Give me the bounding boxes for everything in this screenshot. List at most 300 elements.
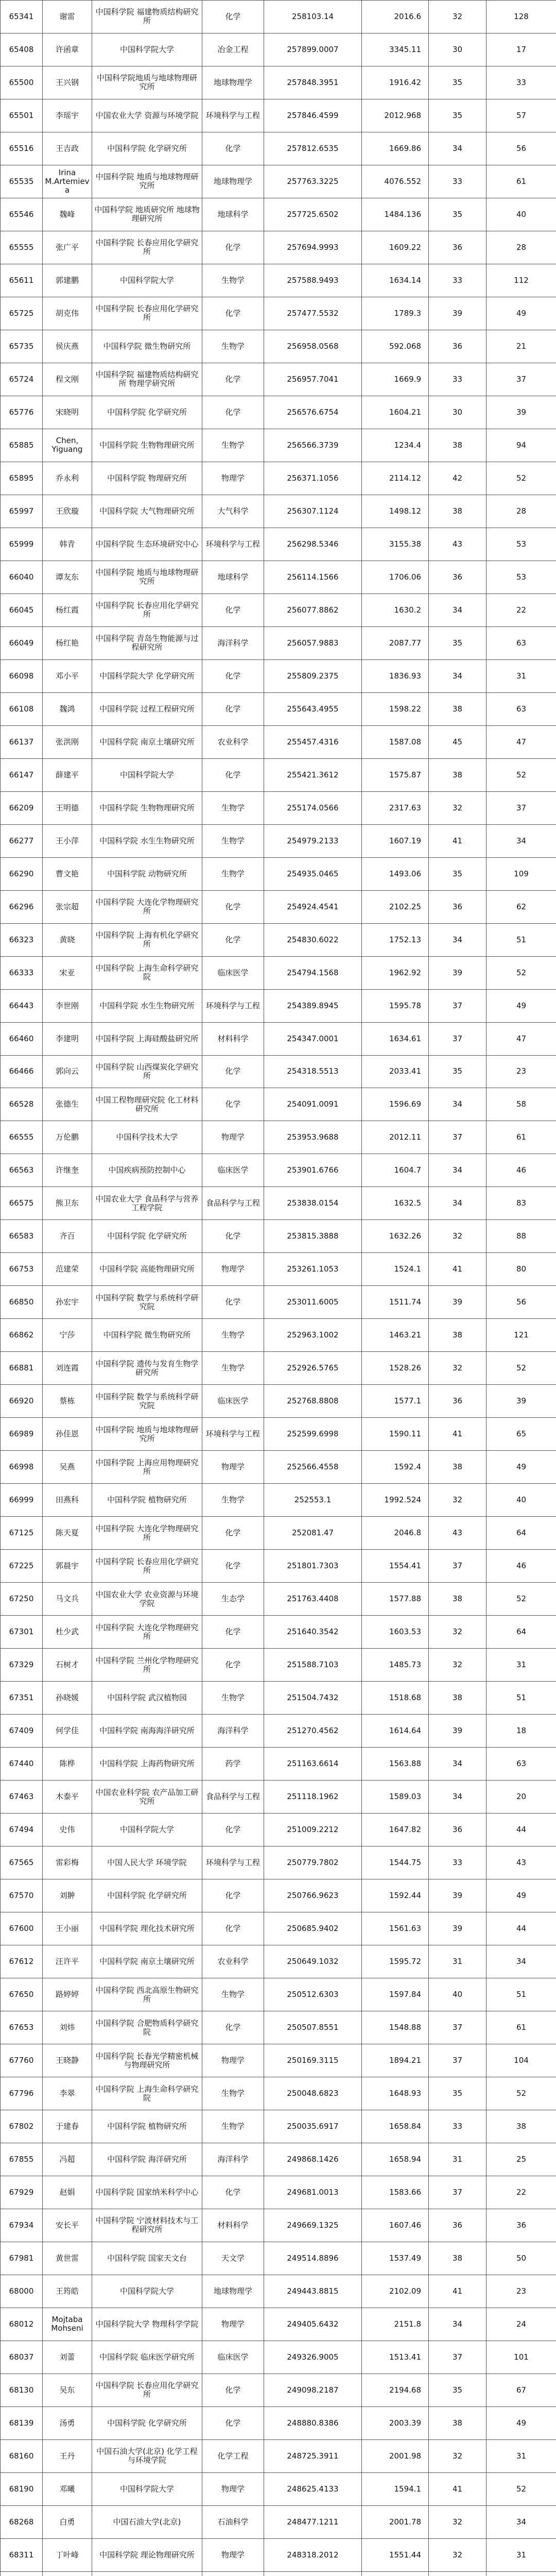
- score-cell: 249681.0013: [264, 2176, 362, 2209]
- age-cell: 38: [429, 1319, 486, 1352]
- score-cell: [264, 2571, 362, 2576]
- rank-change-cell: 33: [486, 66, 556, 99]
- institution-cell: 中国科学院 遗传与发育生物学研究所: [92, 1352, 202, 1385]
- institution-cell: 中国科学院 南海海洋研究所: [92, 1715, 202, 1748]
- institution-cell: 中国科学院 理化技术研究所: [92, 1912, 202, 1945]
- field-cell: 生物学: [202, 1319, 264, 1352]
- institution-cell: 中国科学院 地质与地球物理研究所: [92, 1418, 202, 1451]
- field-cell: 化学: [202, 2406, 264, 2439]
- h-index-cell: 1669.9: [362, 363, 429, 396]
- institution-cell: 中国石油大学(北京): [92, 2505, 202, 2538]
- name-cell: 宋亚: [43, 956, 92, 989]
- h-index-cell: 1511.74: [362, 1286, 429, 1319]
- age-cell: 41: [429, 1418, 486, 1451]
- age-cell: 37: [429, 2011, 486, 2044]
- age-cell: 34: [429, 923, 486, 956]
- score-cell: 257763.3225: [264, 165, 362, 198]
- h-index-cell: 1647.82: [362, 1814, 429, 1846]
- institution-cell: 中国科学院大学 化学研究所: [92, 659, 202, 692]
- institution-cell: 中国科学院 长春应用化学研究所: [92, 1550, 202, 1583]
- rank-change-cell: 38: [486, 2110, 556, 2143]
- rank-change-cell: 31: [486, 2439, 556, 2472]
- table-row: [1, 1682, 556, 1715]
- institution-cell: 中国科学院 化学研究所: [92, 132, 202, 165]
- rank-change-cell: 46: [486, 1550, 556, 1583]
- h-index-cell: 1577.1: [362, 1385, 429, 1418]
- institution-cell: 中国科学院 上海有机化学研究所: [92, 923, 202, 956]
- rank-change-cell: 18: [486, 1715, 556, 1748]
- age-cell: 36: [429, 330, 486, 363]
- score-cell: 253815.3888: [264, 1220, 362, 1253]
- institution-cell: 中国科学院 地质与地球物理研究所: [92, 165, 202, 198]
- table-row: [1, 1517, 556, 1550]
- rank-change-cell: 61: [486, 2011, 556, 2044]
- table-row: [1, 1319, 556, 1352]
- name-cell: 薛建平: [43, 758, 92, 791]
- name-cell: 马文兵: [43, 1583, 92, 1616]
- rank-change-cell: 64: [486, 1517, 556, 1550]
- rank-cell: 66108: [1, 692, 43, 725]
- field-cell: 临床医学: [202, 1154, 264, 1187]
- rank-change-cell: 37: [486, 791, 556, 824]
- field-cell: 物理学: [202, 1253, 264, 1286]
- institution-cell: 中国科学院 海洋研究所: [92, 2143, 202, 2176]
- institution-cell: 中国科学院 西北高原生物研究所: [92, 1978, 202, 2011]
- age-cell: 30: [429, 396, 486, 429]
- age-cell: 37: [429, 2176, 486, 2209]
- institution-cell: 中国科学院 动物研究所: [92, 857, 202, 890]
- score-cell: 256566.3739: [264, 429, 362, 462]
- name-cell: 何学佳: [43, 1715, 92, 1748]
- institution-cell: 中国科学院 上海硅酸盐研究所: [92, 1022, 202, 1055]
- rank-change-cell: 51: [486, 923, 556, 956]
- rank-change-cell: 56: [486, 1286, 556, 1319]
- table-row: [1, 1385, 556, 1418]
- h-index-cell: 1634.61: [362, 1022, 429, 1055]
- rank-cell: 67653: [1, 2011, 43, 2044]
- h-index-cell: 1524.1: [362, 1253, 429, 1286]
- table-row: [1, 495, 556, 528]
- institution-cell: 中国科学院 国家天文台: [92, 2242, 202, 2275]
- age-cell: 36: [429, 1814, 486, 1846]
- score-cell: 251504.7432: [264, 1682, 362, 1715]
- score-cell: 255457.4316: [264, 725, 362, 758]
- h-index-cell: 1544.75: [362, 1846, 429, 1879]
- h-index-cell: 1597.84: [362, 1978, 429, 2011]
- institution-cell: 中国科学院 水生生物研究所: [92, 824, 202, 857]
- name-cell: 陈桦: [43, 1748, 92, 1781]
- rank-change-cell: [486, 2571, 556, 2576]
- institution-cell: 中国科学院 高能物理研究所: [92, 1253, 202, 1286]
- age-cell: 31: [429, 2143, 486, 2176]
- score-cell: 256957.7041: [264, 363, 362, 396]
- age-cell: 35: [429, 66, 486, 99]
- age-cell: [429, 2571, 486, 2576]
- rank-cell: 66323: [1, 923, 43, 956]
- score-cell: 251270.4562: [264, 1715, 362, 1748]
- age-cell: 41: [429, 2275, 486, 2308]
- institution-cell: 中国科学院 国家纳米科学中心: [92, 2176, 202, 2209]
- age-cell: 41: [429, 2472, 486, 2505]
- score-cell: 255643.4955: [264, 692, 362, 725]
- rank-cell: 65735: [1, 330, 43, 363]
- age-cell: 39: [429, 956, 486, 989]
- rank-cell: 66528: [1, 1088, 43, 1121]
- name-cell: 郭晨宇: [43, 1550, 92, 1583]
- rank-cell: 65885: [1, 429, 43, 462]
- rank-cell: 67855: [1, 2143, 43, 2176]
- age-cell: 38: [429, 1583, 486, 1616]
- name-cell: 邓曦: [43, 2472, 92, 2505]
- age-cell: 33: [429, 165, 486, 198]
- age-cell: 38: [429, 2242, 486, 2275]
- age-cell: 37: [429, 1550, 486, 1583]
- rank-cell: 67600: [1, 1912, 43, 1945]
- rank-cell: 67440: [1, 1748, 43, 1781]
- name-cell: 安长平: [43, 2209, 92, 2242]
- name-cell: 王丹: [43, 2439, 92, 2472]
- score-cell: 252926.5765: [264, 1352, 362, 1385]
- h-index-cell: 1537.49: [362, 2242, 429, 2275]
- score-cell: 248625.4133: [264, 2472, 362, 2505]
- field-cell: 化学: [202, 2011, 264, 2044]
- institution-cell: 中国科学院 化学研究所: [92, 1879, 202, 1912]
- score-cell: 251588.7103: [264, 1649, 362, 1682]
- h-index-cell: 1592.44: [362, 1879, 429, 1912]
- rank-change-cell: 23: [486, 1055, 556, 1088]
- rank-change-cell: 52: [486, 1583, 556, 1616]
- field-cell: 临床医学: [202, 956, 264, 989]
- table-row: [1, 330, 556, 363]
- field-cell: 生物学: [202, 2110, 264, 2143]
- score-cell: 252566.4558: [264, 1451, 362, 1484]
- institution-cell: 中国科学院 数学与系统科学研究院: [92, 1385, 202, 1418]
- age-cell: 39: [429, 1286, 486, 1319]
- score-cell: 253838.0154: [264, 1187, 362, 1220]
- rank-cell: 65341: [1, 1, 43, 33]
- rank-change-cell: 50: [486, 2242, 556, 2275]
- age-cell: 38: [429, 495, 486, 528]
- field-cell: 地球科学: [202, 198, 264, 231]
- field-cell: 生物学: [202, 429, 264, 462]
- field-cell: 物理学: [202, 1451, 264, 1484]
- field-cell: 环境科学与工程: [202, 1418, 264, 1451]
- institution-cell: 中国科学院 上海药物研究所: [92, 1748, 202, 1781]
- rank-change-cell: 49: [486, 1879, 556, 1912]
- field-cell: 物理学: [202, 2308, 264, 2341]
- rank-cell: 67612: [1, 1945, 43, 1978]
- table-row: [1, 923, 556, 956]
- field-cell: 环境科学与工程: [202, 528, 264, 561]
- institution-cell: 中国科学院 南京土壤研究所: [92, 725, 202, 758]
- score-cell: 256576.6754: [264, 396, 362, 429]
- age-cell: 32: [429, 1220, 486, 1253]
- score-cell: 256958.0568: [264, 330, 362, 363]
- institution-cell: 中国科学院 地质研究所 地球物理研究所: [92, 198, 202, 231]
- table-row: [1, 297, 556, 330]
- h-index-cell: 1598.22: [362, 692, 429, 725]
- institution-cell: 中国疾病预防控制中心: [92, 1154, 202, 1187]
- rank-change-cell: 37: [486, 363, 556, 396]
- h-index-cell: 1609.22: [362, 231, 429, 264]
- institution-cell: 中国科学院 化学研究所: [92, 2406, 202, 2439]
- rank-cell: 66137: [1, 725, 43, 758]
- table-row: [1, 198, 556, 231]
- rank-cell: 66290: [1, 857, 43, 890]
- field-cell: 大气科学: [202, 495, 264, 528]
- name-cell: 侯庆燕: [43, 330, 92, 363]
- name-cell: 李世刚: [43, 989, 92, 1022]
- table-row: [1, 1814, 556, 1846]
- name-cell: 张广平: [43, 231, 92, 264]
- rank-change-cell: 94: [486, 429, 556, 462]
- institution-cell: 中国科学院 理论物理研究所: [92, 2538, 202, 2571]
- table-row: [1, 1748, 556, 1781]
- age-cell: 32: [429, 2538, 486, 2571]
- rank-change-cell: 51: [486, 1682, 556, 1715]
- score-cell: 251009.2212: [264, 1814, 362, 1846]
- rank-change-cell: 40: [486, 1484, 556, 1517]
- score-cell: 257725.6502: [264, 198, 362, 231]
- rank-cell: 67802: [1, 2110, 43, 2143]
- field-cell: 药学: [202, 1748, 264, 1781]
- score-cell: 254830.6022: [264, 923, 362, 956]
- rank-change-cell: 61: [486, 1121, 556, 1154]
- name-cell: 王吉政: [43, 132, 92, 165]
- field-cell: 化学: [202, 396, 264, 429]
- rank-cell: 67650: [1, 1978, 43, 2011]
- rank-cell: 66333: [1, 956, 43, 989]
- rank-change-cell: 52: [486, 758, 556, 791]
- age-cell: 39: [429, 297, 486, 330]
- age-cell: 35: [429, 198, 486, 231]
- age-cell: 34: [429, 2308, 486, 2341]
- name-cell: 郭建鹏: [43, 264, 92, 297]
- name-cell: 丁叶峰: [43, 2538, 92, 2571]
- table-row: [1, 33, 556, 66]
- field-cell: 化学: [202, 1550, 264, 1583]
- rank-change-cell: 63: [486, 692, 556, 725]
- institution-cell: 中国科学院 水生生物研究所: [92, 989, 202, 1022]
- h-index-cell: 1634.14: [362, 264, 429, 297]
- age-cell: 36: [429, 1385, 486, 1418]
- rank-change-cell: 128: [486, 1, 556, 33]
- rank-change-cell: 52: [486, 956, 556, 989]
- name-cell: 吴燕: [43, 1451, 92, 1484]
- h-index-cell: 2003.39: [362, 2406, 429, 2439]
- field-cell: 生物学: [202, 824, 264, 857]
- h-index-cell: 1604.7: [362, 1154, 429, 1187]
- table-row: [1, 429, 556, 462]
- rank-cell: 67929: [1, 2176, 43, 2209]
- rank-cell: 67225: [1, 1550, 43, 1583]
- table-row: [1, 1879, 556, 1912]
- age-cell: 34: [429, 1748, 486, 1781]
- rank-cell: 66881: [1, 1352, 43, 1385]
- rank-cell: 67463: [1, 1781, 43, 1814]
- table-row: [1, 1418, 556, 1451]
- age-cell: 38: [429, 692, 486, 725]
- name-cell: Mojtaba Mohseni: [43, 2308, 92, 2341]
- institution-cell: 中国农业大学 农业资源与环境学院: [92, 1583, 202, 1616]
- name-cell: 陈天夏: [43, 1517, 92, 1550]
- institution-cell: 中国农业大学 食品科学与营养工程学院: [92, 1187, 202, 1220]
- table-row: [1, 1253, 556, 1286]
- field-cell: 生物学: [202, 1682, 264, 1715]
- table-row: [1, 824, 556, 857]
- rank-cell: [1, 2571, 43, 2576]
- table-row: [1, 2044, 556, 2077]
- table-row: [1, 2308, 556, 2341]
- name-cell: 王欣璇: [43, 495, 92, 528]
- h-index-cell: 1498.12: [362, 495, 429, 528]
- institution-cell: 中国科学院 上海生命科学研究院: [92, 956, 202, 989]
- rank-cell: 66555: [1, 1121, 43, 1154]
- h-index-cell: 2012.968: [362, 99, 429, 132]
- table-row: [1, 1484, 556, 1517]
- score-cell: 250512.6303: [264, 1978, 362, 2011]
- rank-cell: 66443: [1, 989, 43, 1022]
- h-index-cell: 1630.2: [362, 594, 429, 626]
- h-index-cell: 1587.08: [362, 725, 429, 758]
- age-cell: 34: [429, 659, 486, 692]
- score-cell: 252081.47: [264, 1517, 362, 1550]
- score-cell: 249868.1426: [264, 2143, 362, 2176]
- age-cell: 33: [429, 2110, 486, 2143]
- age-cell: 41: [429, 824, 486, 857]
- table-row: [1, 2077, 556, 2110]
- h-index-cell: 1548.88: [362, 2011, 429, 2044]
- name-cell: 郭向云: [43, 1055, 92, 1088]
- score-cell: 248318.2012: [264, 2538, 362, 2571]
- field-cell: 化学: [202, 890, 264, 923]
- h-index-cell: 1561.63: [362, 1912, 429, 1945]
- rank-change-cell: 44: [486, 1814, 556, 1846]
- institution-cell: 中国石油大学(北京) 化学工程与环境学院: [92, 2439, 202, 2472]
- table-row: [1, 2472, 556, 2505]
- table-row: [1, 396, 556, 429]
- institution-cell: 中国科学院 植物研究所: [92, 2110, 202, 2143]
- field-cell: 化学: [202, 1649, 264, 1682]
- field-cell: 化学: [202, 659, 264, 692]
- field-cell: 化学: [202, 1088, 264, 1121]
- age-cell: 32: [429, 1484, 486, 1517]
- score-cell: 254935.0465: [264, 857, 362, 890]
- rank-cell: 68268: [1, 2505, 43, 2538]
- rank-cell: 66296: [1, 890, 43, 923]
- field-cell: 食品科学与工程: [202, 1781, 264, 1814]
- score-cell: 254794.1568: [264, 956, 362, 989]
- institution-cell: 中国科学院 过程工程研究所: [92, 692, 202, 725]
- table-row: [1, 1451, 556, 1484]
- score-cell: 250169.3115: [264, 2044, 362, 2077]
- institution-cell: 中国科学院 临床医学研究所: [92, 2341, 202, 2374]
- age-cell: 32: [429, 1352, 486, 1385]
- rank-change-cell: 67: [486, 2374, 556, 2406]
- h-index-cell: 2012.11: [362, 1121, 429, 1154]
- name-cell: 白勇: [43, 2505, 92, 2538]
- h-index-cell: 1669.86: [362, 132, 429, 165]
- rank-change-cell: 49: [486, 989, 556, 1022]
- age-cell: 41: [429, 1253, 486, 1286]
- score-cell: 250649.1032: [264, 1945, 362, 1978]
- rank-cell: 66998: [1, 1451, 43, 1484]
- h-index-cell: 2046.8: [362, 1517, 429, 1550]
- table-row: [1, 1286, 556, 1319]
- rank-cell: 67570: [1, 1879, 43, 1912]
- name-cell: 石树才: [43, 1649, 92, 1682]
- rank-cell: 68012: [1, 2308, 43, 2341]
- name-cell: 杜少武: [43, 1616, 92, 1649]
- rank-cell: 67760: [1, 2044, 43, 2077]
- h-index-cell: 1992.524: [362, 1484, 429, 1517]
- institution-cell: 中国科学院 植物研究所: [92, 1484, 202, 1517]
- table-row: [1, 2505, 556, 2538]
- h-index-cell: 1563.88: [362, 1748, 429, 1781]
- age-cell: 32: [429, 2439, 486, 2472]
- table-row: [1, 890, 556, 923]
- name-cell: 杨红艳: [43, 626, 92, 659]
- rank-change-cell: 25: [486, 2143, 556, 2176]
- table-row: [1, 1088, 556, 1121]
- field-cell: 物理学: [202, 462, 264, 495]
- name-cell: 范建荣: [43, 1253, 92, 1286]
- h-index-cell: [362, 2571, 429, 2576]
- table-row: [1, 659, 556, 692]
- age-cell: 32: [429, 1649, 486, 1682]
- name-cell: 魏峰: [43, 198, 92, 231]
- rank-cell: 66098: [1, 659, 43, 692]
- rank-cell: 66209: [1, 791, 43, 824]
- institution-cell: 中国科学院 山西煤炭化学研究所: [92, 1055, 202, 1088]
- name-cell: 齐百: [43, 1220, 92, 1253]
- field-cell: 材料科学: [202, 2209, 264, 2242]
- name-cell: 谢雷: [43, 1, 92, 33]
- table-row: [1, 2242, 556, 2275]
- score-cell: 253953.9688: [264, 1121, 362, 1154]
- age-cell: 37: [429, 1022, 486, 1055]
- table-row: [1, 1649, 556, 1682]
- age-cell: 35: [429, 99, 486, 132]
- institution-cell: 中国科学院 上海生命科学研究院: [92, 2077, 202, 2110]
- age-cell: 38: [429, 429, 486, 462]
- h-index-cell: 1632.26: [362, 1220, 429, 1253]
- table-row: [1, 758, 556, 791]
- table-row: [1, 1055, 556, 1088]
- score-cell: 256077.8862: [264, 594, 362, 626]
- institution-cell: 中国科学院 长春应用化学研究所: [92, 2374, 202, 2406]
- field-cell: 海洋科学: [202, 2143, 264, 2176]
- score-cell: 256371.1056: [264, 462, 362, 495]
- age-cell: 35: [429, 857, 486, 890]
- ranking-table-body: [1, 1, 556, 2576]
- rank-cell: 68037: [1, 2341, 43, 2374]
- h-index-cell: 2102.25: [362, 890, 429, 923]
- name-cell: 宋晓明: [43, 396, 92, 429]
- institution-cell: 中国科学院 兰州化学物理研究所: [92, 1649, 202, 1682]
- score-cell: 254924.4541: [264, 890, 362, 923]
- field-cell: 化学: [202, 923, 264, 956]
- h-index-cell: 2194.68: [362, 2374, 429, 2406]
- h-index-cell: 1583.66: [362, 2176, 429, 2209]
- name-cell: 乔永利: [43, 462, 92, 495]
- score-cell: 257588.9493: [264, 264, 362, 297]
- field-cell: 海洋科学: [202, 1715, 264, 1748]
- table-row: [1, 2143, 556, 2176]
- name-cell: 吴东: [43, 2374, 92, 2406]
- rank-cell: 65535: [1, 165, 43, 198]
- name-cell: 王小萍: [43, 824, 92, 857]
